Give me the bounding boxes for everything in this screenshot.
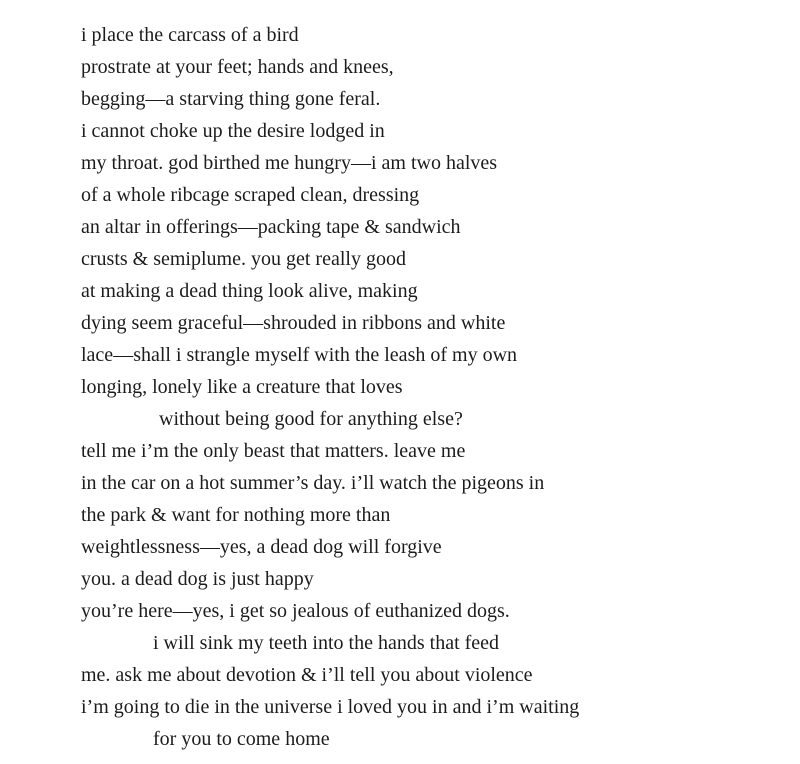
poem-line: longing, lonely like a creature that loves bbox=[81, 376, 403, 398]
poem-line: lace—shall i strangle myself with the leash of my own bbox=[81, 344, 518, 366]
poem-text bbox=[81, 19, 579, 755]
poem-line: prostrate at your feet; hands and knees, bbox=[81, 56, 394, 78]
poem-line: you’re here—yes, i get so jealous of euthanized dogs. bbox=[81, 600, 510, 622]
poem-line: crusts & semiplume. you get really good bbox=[81, 248, 406, 270]
poem-line: dying seem graceful—shrouded in ribbons and white bbox=[81, 312, 506, 334]
poem-line: tell me i’m the only beast that matters. leave me bbox=[81, 440, 466, 462]
poem-line: weightlessness—yes, a dead dog will forgive bbox=[81, 536, 442, 558]
poem-line: in the car on a hot summer’s day. i’ll watch the pigeons in bbox=[81, 472, 545, 494]
poem-line: i cannot choke up the desire lodged in bbox=[81, 120, 385, 142]
poem-line-indented: i will sink my teeth into the hands that feed bbox=[153, 632, 500, 654]
poem-line: my throat. god birthed me hungry—i am two halves bbox=[81, 152, 498, 174]
poem-line: me. ask me about devotion & i’ll tell you about violence bbox=[81, 664, 533, 686]
poem-line: i place the carcass of a bird bbox=[81, 24, 299, 46]
poem-line: at making a dead thing look alive, making bbox=[81, 280, 418, 302]
poem-line: begging—a starving thing gone feral. bbox=[81, 88, 381, 110]
poem-line: of a whole ribcage scraped clean, dressing bbox=[81, 184, 420, 206]
poem-line: i’m going to die in the universe i loved you in and i’m waiting bbox=[81, 696, 580, 718]
poem-line: the park & want for nothing more than bbox=[81, 504, 391, 526]
poem-line: you. a dead dog is just happy bbox=[81, 568, 314, 590]
poem-line-indented: for you to come home bbox=[153, 728, 330, 750]
poem-line-indented: without being good for anything else? bbox=[159, 408, 463, 430]
poem-line: an altar in offerings—packing tape & sandwich bbox=[81, 216, 461, 238]
